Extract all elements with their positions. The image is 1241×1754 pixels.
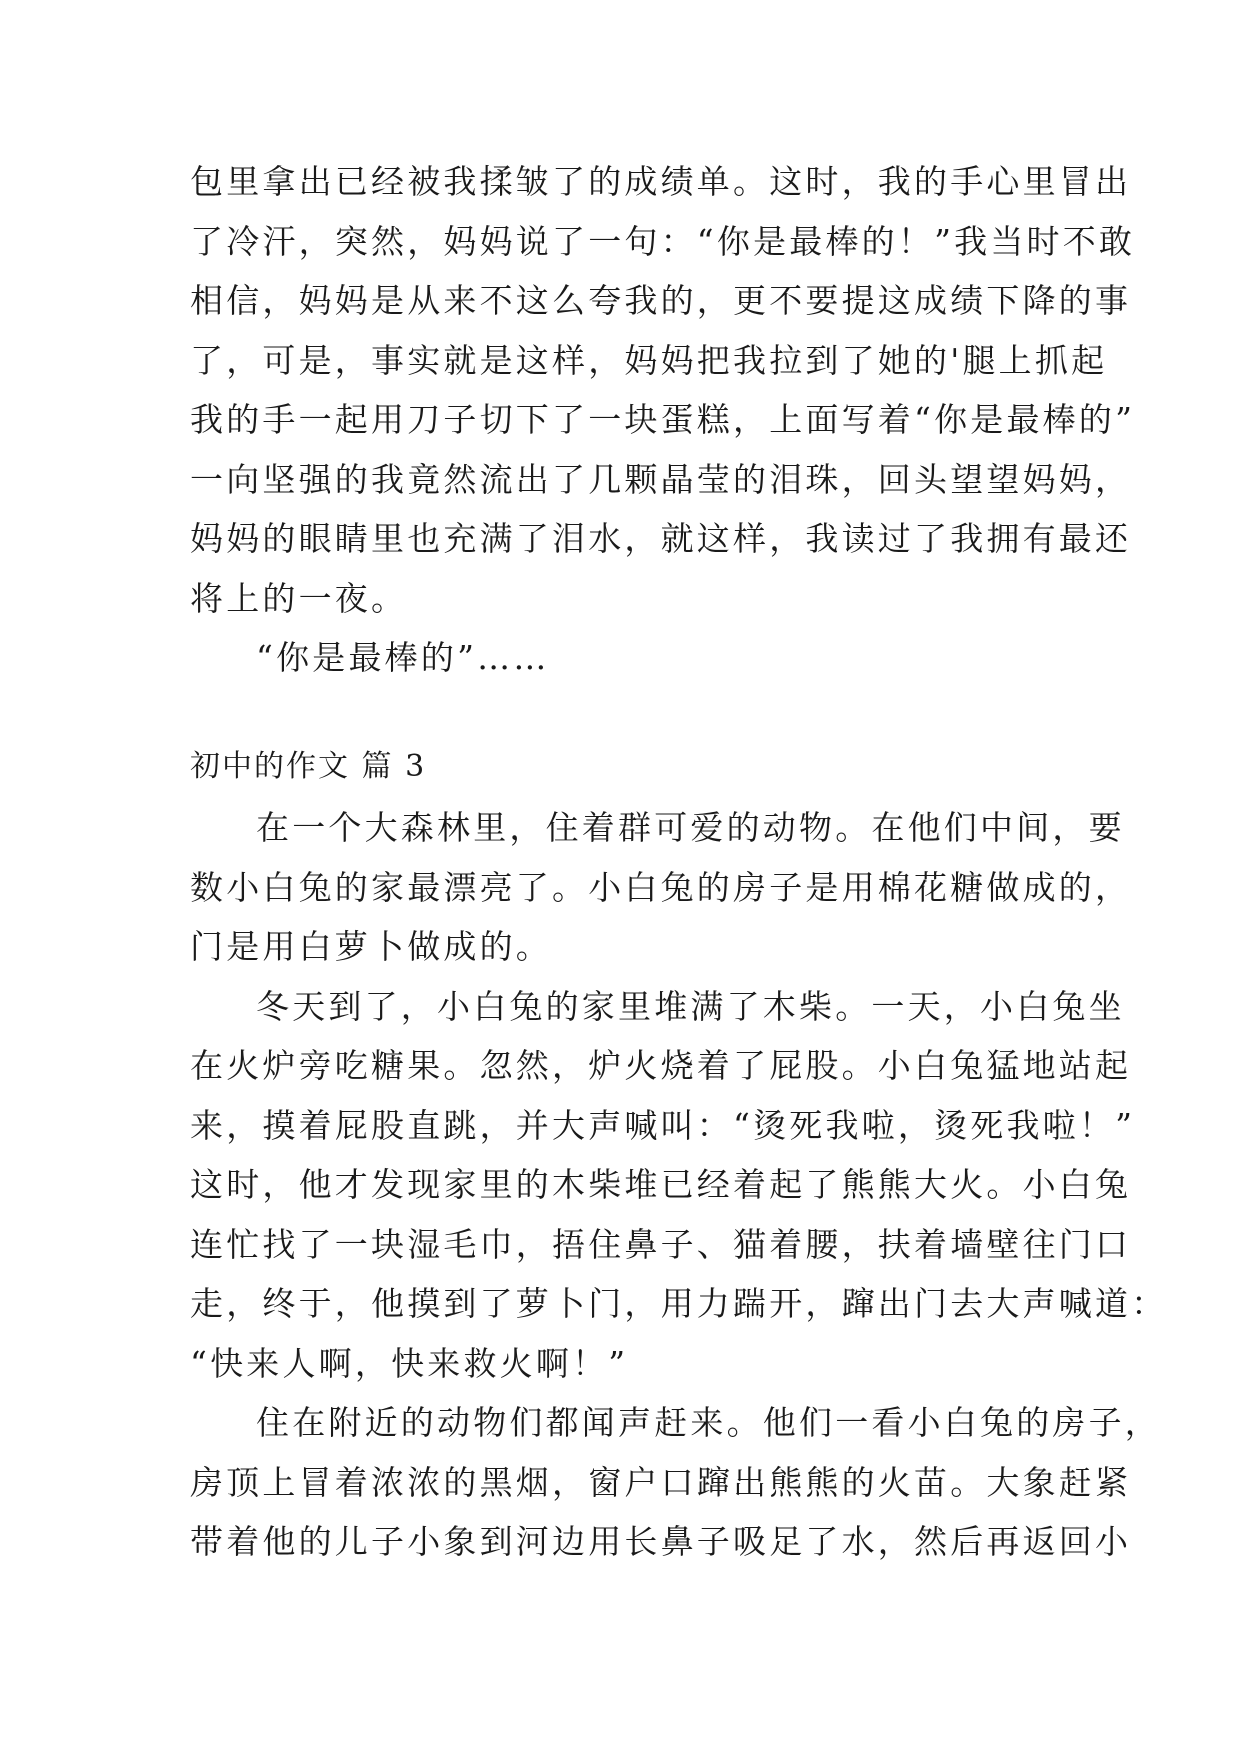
paragraph-line: 将上的一夜。	[190, 578, 408, 618]
essay-3-body	[190, 798, 1168, 1572]
paragraph-line: 妈妈的眼睛里也充满了泪水，就这样，我读过了我拥有最还	[190, 519, 1132, 558]
paragraph-line: 这时，他才发现家里的木柴堆已经着起了熊熊大火。小白兔	[190, 1165, 1132, 1204]
paragraph-line: 走，终于，他摸到了萝卜门，用力踹开，蹿出门去大声喊道：	[190, 1284, 1168, 1323]
paragraph-line: 数小白兔的家最漂亮了。小白兔的房子是用棉花糖做成的，	[190, 867, 1132, 907]
paragraph-line: 连忙找了一块湿毛巾，捂住鼻子、猫着腰，扶着墙壁往门口	[190, 1224, 1132, 1264]
closing-quote-line: “你是最棒的”……	[256, 638, 550, 677]
paragraph-line: 带着他的儿子小象到河边用长鼻子吸足了水，然后再返回小	[190, 1522, 1132, 1561]
paragraph-line: 相信，妈妈是从来不这么夸我的，更不要提这成绩下降的事	[190, 281, 1132, 320]
paragraph-line: 房顶上冒着浓浓的黑烟，窗户口蹿出熊熊的火苗。大象赶紧	[190, 1462, 1132, 1502]
paragraph-line: 了冷汗，突然，妈妈说了一句：“你是最棒的！”我当时不敢	[190, 221, 1136, 261]
paragraph-line: 在火炉旁吃糖果。忽然，炉火烧着了屁股。小白兔猛地站起	[190, 1046, 1132, 1085]
essay-3	[190, 737, 1070, 797]
essay-continuation	[190, 152, 1136, 688]
essay-heading: 初中的作文 篇 3	[190, 749, 427, 784]
paragraph-line: 了，可是，事实就是这样，妈妈把我拉到了她的'腿上抓起	[190, 340, 1108, 380]
paragraph-line: 来，摸着屁股直跳，并大声喊叫：“烫死我啦，烫死我啦！”	[190, 1105, 1136, 1145]
paragraph-line: 包里拿出已经被我揉皱了的成绩单。这时，我的手心里冒出	[190, 162, 1132, 201]
paragraph-line: 在一个大森林里，住着群可爱的动物。在他们中间，要	[256, 808, 1125, 847]
paragraph-line: 住在附近的动物们都闻声赶来。他们一看小白兔的房子，	[256, 1403, 1161, 1442]
paragraph-line: 冬天到了，小白兔的家里堆满了木柴。一天，小白兔坐	[256, 986, 1125, 1026]
paragraph-line: 门是用白萝卜做成的。	[190, 927, 552, 966]
paragraph-line: “快来人啊，快来救火啊！”	[190, 1343, 629, 1383]
paragraph-line: 我的手一起用刀子切下了一块蛋糕，上面写着“你是最棒的”	[190, 400, 1136, 439]
paragraph-line: 一向坚强的我竟然流出了几颗晶莹的泪珠，回头望望妈妈，	[190, 459, 1132, 499]
